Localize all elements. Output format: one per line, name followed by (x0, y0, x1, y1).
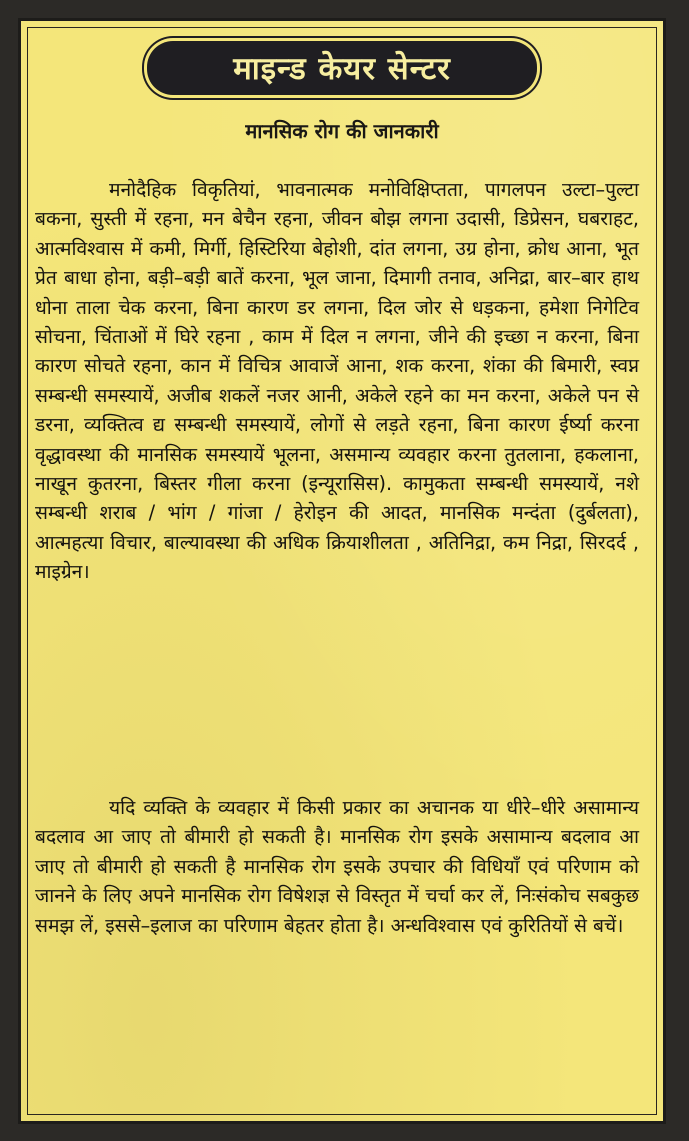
page-subtitle: मानसिक रोग की जानकारी (245, 119, 439, 143)
newspaper-clipping (18, 18, 666, 1124)
page-title: माइन्ड केयर सेन्टर (233, 51, 451, 87)
symptoms-paragraph: मनोदैहिक विकृतियां, भावनात्मक मनोविक्षिप्तता, पागलपन उल्टा–पुल्टा बकना, सुस्ती में रहना, मन बेचैन रहना, जीवन बोझ लगना उदासी, डिप्रेसन, घबराहट, आत्मविश्वास में कमी, मिर्गी, हिस्टिरिया बेहोशी, दांत लगना, उग्र होना, क्रोध आना, भूत प्रेत बाधा होना, बड़ी–बड़ी बातें करना, भूल जाना, दिमागी तनाव, अनिद्रा, बार–बार हाथ धोना ताला चेक करना, बिना कारण डर लगना, दिल जोर से धड़कना, हमेशा निगेटिव सोचना, चिंताओं में घिरे रहना , काम में दिल न लगना, जीने की इच्छा न करना, बिना कारण सोचते रहना, कान में विचित्र आवाजें आना, शक करना, शंका की बिमारी, स्वप्न सम्बन्धी समस्यायें, अजीब शकलें नजर आनी, अकेले रहने का मन करना, अकेले पन से डरना, व्यक्तित्व द्य सम्बन्धी समस्यायें, लोगों से लड़ते रहना, बिना कारण ईर्ष्या करना वृद्धावस्था की मानसिक समस्यायें भूलना, असमान्य व्यवहार करना तुतलाना, हकलाना, नाखून कुतरना, बिस्तर गीला करना (इन्यूरासिस). कामुकता सम्बन्धी समस्यायें, नशे सम्बन्धी शराब / भांग / गांजा / हेरोइन की आदत, मानसिक मन्दंता (दुर्बलता), आत्महत्या विचार, बाल्यावस्था की अधिक क्रियाशीलता , अतिनिद्रा, कम निद्रा, सिरदर्द , माइग्रेन। (35, 178, 639, 584)
title-badge (147, 41, 537, 95)
advice-paragraph: यदि व्यक्ति के व्यवहार में किसी प्रकार का अचानक या धीरे–धीरे असामान्य बदलाव आ जाए तो बीमारी हो सकती है। मानसिक रोग इसके असामान्य बदलाव आ जाए तो बीमारी हो सकती है मानसिक रोग इसके उपचार की विधियाँ एवं परिणाम को जानने के लिए अपने मानसिक रोग विषेशज्ञ से विस्तृत में चर्चा कर लें, निःसंकोच सबकुछ समझ लें, इससे–इलाज का परिणाम बेहतर होता है। अन्धविश्वास एवं कुरितियों से बचें। (35, 796, 639, 937)
